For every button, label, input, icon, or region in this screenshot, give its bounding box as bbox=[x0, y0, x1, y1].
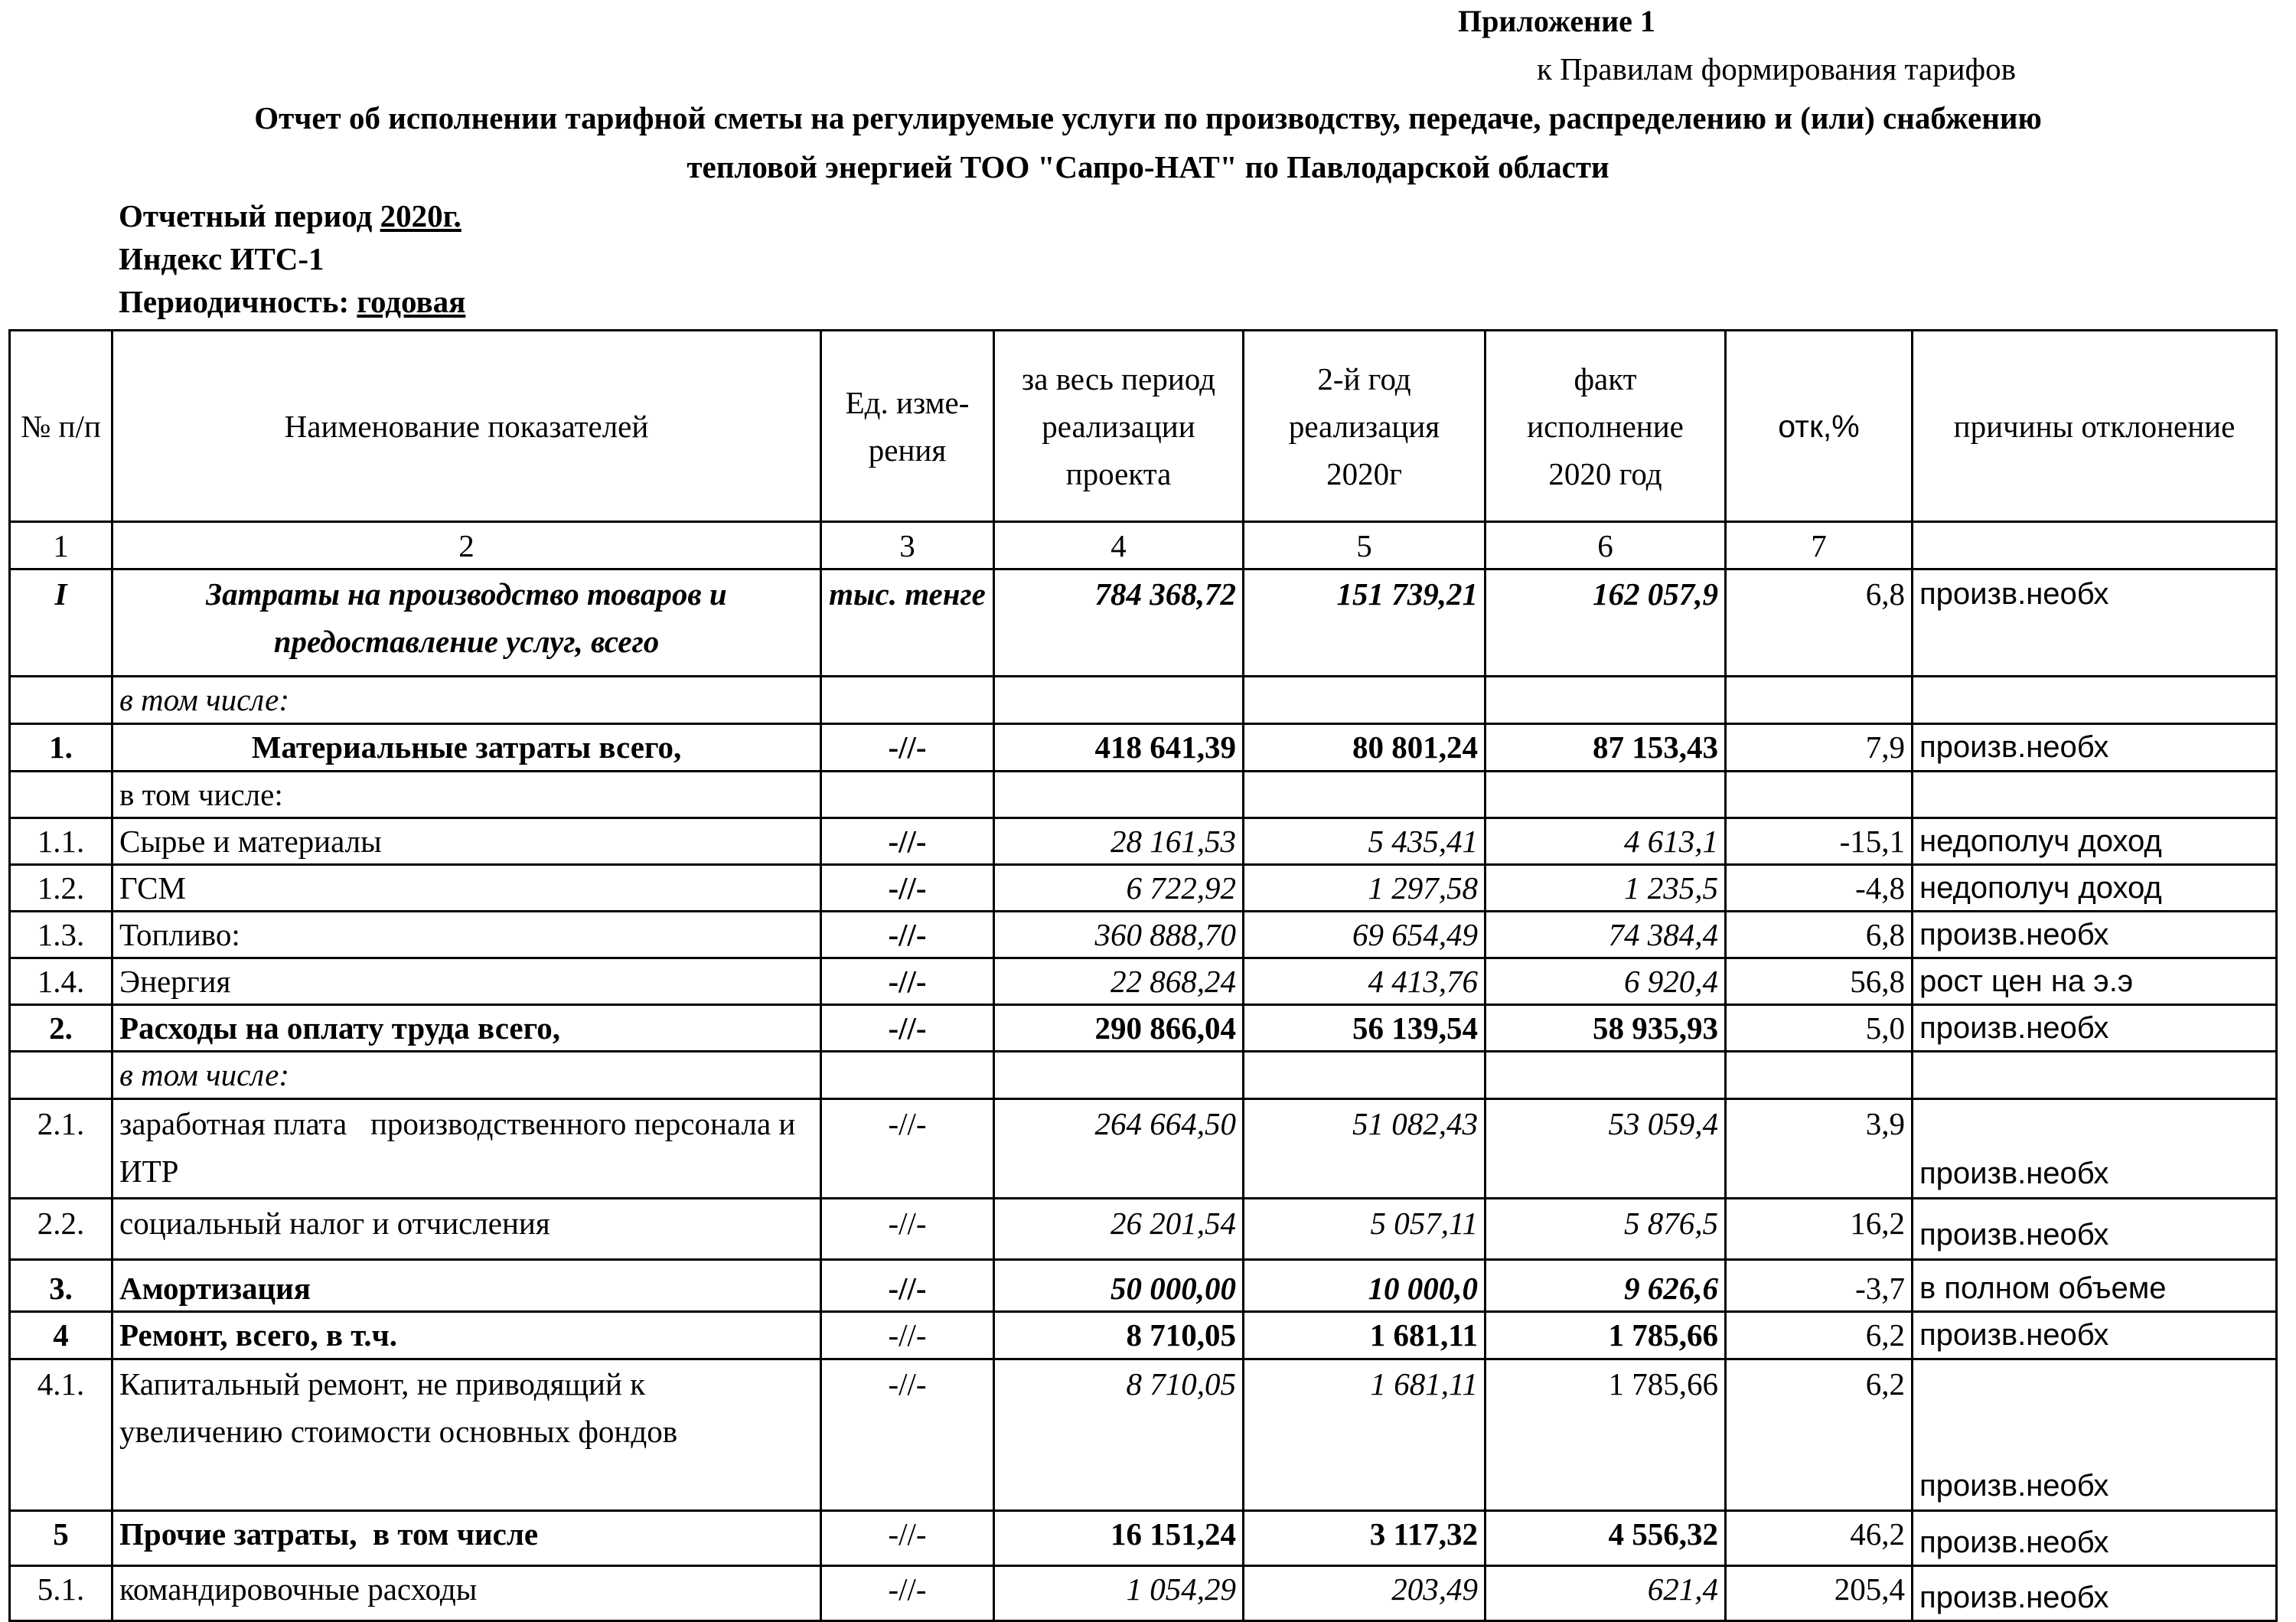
rules-reference: к Правилам формирования тарифов bbox=[1537, 51, 2016, 86]
row-unit: -//- bbox=[821, 912, 994, 958]
table-row bbox=[10, 1511, 2277, 1566]
row-fact: 58 935,93 bbox=[1486, 1005, 1726, 1052]
row-total: 418 641,39 bbox=[994, 724, 1244, 772]
row-reason bbox=[1913, 677, 2277, 724]
col-header-fact: факт исполнение 2020 год bbox=[1486, 331, 1726, 522]
row-total: 22 868,24 bbox=[994, 958, 1244, 1005]
row-deviation: -4,8 bbox=[1726, 865, 1913, 912]
table-header-row bbox=[10, 331, 2277, 522]
row-deviation: 6,2 bbox=[1726, 1312, 1913, 1359]
row-name: Энергия bbox=[113, 958, 821, 1005]
row-fact: 53 059,4 bbox=[1486, 1099, 1726, 1199]
row-deviation: 6,8 bbox=[1726, 912, 1913, 958]
row-name: Материальные затраты всего, bbox=[113, 724, 821, 772]
col-number bbox=[1913, 522, 2277, 569]
table-row bbox=[10, 1260, 2277, 1312]
row-reason: недополуч доход bbox=[1913, 865, 2277, 912]
row-unit bbox=[821, 677, 994, 724]
row-num: 4.1. bbox=[10, 1359, 113, 1511]
row-num: 1.2. bbox=[10, 865, 113, 912]
row-fact: 1 785,66 bbox=[1486, 1359, 1726, 1511]
row-fact: 6 920,4 bbox=[1486, 958, 1726, 1005]
row-total: 1 054,29 bbox=[994, 1566, 1244, 1621]
row-deviation: 5,0 bbox=[1726, 1005, 1913, 1052]
period-label: Отчетный период bbox=[119, 198, 380, 233]
row-reason: произв.необх bbox=[1913, 724, 2277, 772]
table-row bbox=[10, 724, 2277, 772]
col-header-reason: причины отклонение bbox=[1913, 331, 2277, 522]
row-year2: 5 435,41 bbox=[1244, 818, 1486, 865]
row-name: Затраты на производство товаров и предоставление услуг, всего bbox=[113, 569, 821, 677]
row-year2 bbox=[1244, 1052, 1486, 1099]
row-num bbox=[10, 1052, 113, 1099]
row-num: 2. bbox=[10, 1005, 113, 1052]
row-unit: -//- bbox=[821, 1511, 994, 1566]
report-title-line-1: Отчет об исполнении тарифной сметы на регулируемые услуги по производству, передаче, распределению и (или) снабжению bbox=[254, 100, 2042, 135]
row-name: в том числе: bbox=[113, 772, 821, 818]
table-row bbox=[10, 1359, 2277, 1511]
col-header-year2: 2-й год реализация 2020г bbox=[1244, 331, 1486, 522]
periodicity bbox=[119, 283, 465, 320]
table-row bbox=[10, 1199, 2277, 1260]
table-row bbox=[10, 1099, 2277, 1199]
row-fact bbox=[1486, 772, 1726, 818]
row-num: 1.1. bbox=[10, 818, 113, 865]
row-unit: -//- bbox=[821, 1099, 994, 1199]
row-total: 26 201,54 bbox=[994, 1199, 1244, 1260]
row-name: Амортизация bbox=[113, 1260, 821, 1312]
row-total: 6 722,92 bbox=[994, 865, 1244, 912]
row-reason: произв.необх bbox=[1913, 1359, 2277, 1511]
row-reason: произв.необх bbox=[1913, 1511, 2277, 1566]
table-row bbox=[10, 958, 2277, 1005]
table-row bbox=[10, 865, 2277, 912]
row-year2: 1 297,58 bbox=[1244, 865, 1486, 912]
row-unit bbox=[821, 772, 994, 818]
row-num bbox=[10, 677, 113, 724]
row-year2: 10 000,0 bbox=[1244, 1260, 1486, 1312]
row-year2: 51 082,43 bbox=[1244, 1099, 1486, 1199]
row-deviation: 46,2 bbox=[1726, 1511, 1913, 1566]
col-number: 3 bbox=[821, 522, 994, 569]
period-value: 2020г. bbox=[380, 198, 461, 233]
row-reason bbox=[1913, 1052, 2277, 1099]
row-fact: 1 235,5 bbox=[1486, 865, 1726, 912]
col-number: 2 bbox=[113, 522, 821, 569]
row-fact: 162 057,9 bbox=[1486, 569, 1726, 677]
row-reason: произв.необх bbox=[1913, 912, 2277, 958]
row-total bbox=[994, 677, 1244, 724]
row-unit: -//- bbox=[821, 1566, 994, 1621]
row-total bbox=[994, 1052, 1244, 1099]
row-total: 50 000,00 bbox=[994, 1260, 1244, 1312]
row-reason: произв.необх bbox=[1913, 1099, 2277, 1199]
row-total: 264 664,50 bbox=[994, 1099, 1244, 1199]
row-year2: 56 139,54 bbox=[1244, 1005, 1486, 1052]
row-deviation: -3,7 bbox=[1726, 1260, 1913, 1312]
row-year2: 1 681,11 bbox=[1244, 1312, 1486, 1359]
row-fact bbox=[1486, 1052, 1726, 1099]
table-row bbox=[10, 1052, 2277, 1099]
col-number: 5 bbox=[1244, 522, 1486, 569]
row-num: 1.3. bbox=[10, 912, 113, 958]
row-unit: -//- bbox=[821, 1260, 994, 1312]
row-name: ГСМ bbox=[113, 865, 821, 912]
periodicity-label: Периодичность: bbox=[119, 284, 357, 319]
row-total: 290 866,04 bbox=[994, 1005, 1244, 1052]
row-deviation: 6,2 bbox=[1726, 1359, 1913, 1511]
row-unit bbox=[821, 1052, 994, 1099]
row-total: 8 710,05 bbox=[994, 1312, 1244, 1359]
row-name: командировочные расходы bbox=[113, 1566, 821, 1621]
row-fact bbox=[1486, 677, 1726, 724]
row-year2: 203,49 bbox=[1244, 1566, 1486, 1621]
row-unit: -//- bbox=[821, 958, 994, 1005]
row-num: 3. bbox=[10, 1260, 113, 1312]
row-fact: 74 384,4 bbox=[1486, 912, 1726, 958]
row-deviation: -15,1 bbox=[1726, 818, 1913, 865]
row-name: Сырье и материалы bbox=[113, 818, 821, 865]
row-deviation: 7,9 bbox=[1726, 724, 1913, 772]
row-num: 1. bbox=[10, 724, 113, 772]
row-year2: 1 681,11 bbox=[1244, 1359, 1486, 1511]
periodicity-value: годовая bbox=[357, 284, 466, 319]
row-unit: -//- bbox=[821, 1312, 994, 1359]
form-index: Индекс ИТС-1 bbox=[119, 241, 325, 276]
row-fact: 5 876,5 bbox=[1486, 1199, 1726, 1260]
row-reason: рост цен на э.э bbox=[1913, 958, 2277, 1005]
row-total: 360 888,70 bbox=[994, 912, 1244, 958]
row-unit: -//- bbox=[821, 1005, 994, 1052]
row-num: I bbox=[10, 569, 113, 677]
row-fact: 621,4 bbox=[1486, 1566, 1726, 1621]
annex-label: Приложение 1 bbox=[1458, 4, 1655, 38]
row-year2: 3 117,32 bbox=[1244, 1511, 1486, 1566]
table-row bbox=[10, 569, 2277, 677]
row-year2 bbox=[1244, 677, 1486, 724]
row-name: Расходы на оплату труда всего, bbox=[113, 1005, 821, 1052]
col-header-unit: Ед. изме-рения bbox=[821, 331, 994, 522]
row-total: 28 161,53 bbox=[994, 818, 1244, 865]
row-num: 2.1. bbox=[10, 1099, 113, 1199]
row-deviation: 3,9 bbox=[1726, 1099, 1913, 1199]
row-reason: произв.необх bbox=[1913, 1566, 2277, 1621]
tariff-report-table bbox=[8, 329, 2278, 1622]
row-num: 2.2. bbox=[10, 1199, 113, 1260]
row-num bbox=[10, 772, 113, 818]
row-year2: 5 057,11 bbox=[1244, 1199, 1486, 1260]
row-reason bbox=[1913, 772, 2277, 818]
row-year2: 4 413,76 bbox=[1244, 958, 1486, 1005]
col-number: 4 bbox=[994, 522, 1244, 569]
row-deviation: 6,8 bbox=[1726, 569, 1913, 677]
row-num: 5.1. bbox=[10, 1566, 113, 1621]
row-total: 784 368,72 bbox=[994, 569, 1244, 677]
row-num: 5 bbox=[10, 1511, 113, 1566]
row-name: в том числе: bbox=[113, 677, 821, 724]
table-row bbox=[10, 912, 2277, 958]
row-year2: 80 801,24 bbox=[1244, 724, 1486, 772]
col-header-total: за весь период реализации проекта bbox=[994, 331, 1244, 522]
row-year2: 151 739,21 bbox=[1244, 569, 1486, 677]
table-row bbox=[10, 772, 2277, 818]
row-reason: произв.необх bbox=[1913, 1199, 2277, 1260]
col-header-name: Наименование показателей bbox=[113, 331, 821, 522]
row-unit: -//- bbox=[821, 865, 994, 912]
table-row bbox=[10, 1312, 2277, 1359]
col-header-deviation: отк,% bbox=[1726, 331, 1913, 522]
column-number-row bbox=[10, 522, 2277, 569]
row-fact: 4 556,32 bbox=[1486, 1511, 1726, 1566]
row-fact: 4 613,1 bbox=[1486, 818, 1726, 865]
row-unit: тыс. тенге bbox=[821, 569, 994, 677]
row-total: 16 151,24 bbox=[994, 1511, 1244, 1566]
row-num: 4 bbox=[10, 1312, 113, 1359]
row-unit: -//- bbox=[821, 1359, 994, 1511]
row-deviation: 205,4 bbox=[1726, 1566, 1913, 1621]
row-name: заработная плата производственного персонала и ИТР bbox=[113, 1099, 821, 1199]
table-row bbox=[10, 818, 2277, 865]
col-number: 7 bbox=[1726, 522, 1913, 569]
row-fact: 9 626,6 bbox=[1486, 1260, 1726, 1312]
row-reason: недополуч доход bbox=[1913, 818, 2277, 865]
row-total: 8 710,05 bbox=[994, 1359, 1244, 1511]
row-num: 1.4. bbox=[10, 958, 113, 1005]
row-deviation bbox=[1726, 1052, 1913, 1099]
col-number: 1 bbox=[10, 522, 113, 569]
row-unit: -//- bbox=[821, 724, 994, 772]
table-row bbox=[10, 677, 2277, 724]
reporting-period bbox=[119, 197, 461, 234]
row-reason: произв.необх bbox=[1913, 569, 2277, 677]
row-name: Ремонт, всего, в т.ч. bbox=[113, 1312, 821, 1359]
row-reason: произв.необх bbox=[1913, 1005, 2277, 1052]
row-name: социальный налог и отчисления bbox=[113, 1199, 821, 1260]
row-unit: -//- bbox=[821, 1199, 994, 1260]
col-number: 6 bbox=[1486, 522, 1726, 569]
row-name: в том числе: bbox=[113, 1052, 821, 1099]
row-year2 bbox=[1244, 772, 1486, 818]
row-total bbox=[994, 772, 1244, 818]
row-reason: в полном объеме bbox=[1913, 1260, 2277, 1312]
row-name: Прочие затраты, в том числе bbox=[113, 1511, 821, 1566]
row-deviation: 56,8 bbox=[1726, 958, 1913, 1005]
row-deviation bbox=[1726, 677, 1913, 724]
row-fact: 1 785,66 bbox=[1486, 1312, 1726, 1359]
row-name: Топливо: bbox=[113, 912, 821, 958]
row-year2: 69 654,49 bbox=[1244, 912, 1486, 958]
report-title-line-2: тепловой энергией ТОО "Сапро-НАТ" по Павлодарской области bbox=[687, 149, 1609, 184]
row-fact: 87 153,43 bbox=[1486, 724, 1726, 772]
row-unit: -//- bbox=[821, 818, 994, 865]
row-reason: произв.необх bbox=[1913, 1312, 2277, 1359]
row-deviation bbox=[1726, 772, 1913, 818]
row-deviation: 16,2 bbox=[1726, 1199, 1913, 1260]
col-header-num: № п/п bbox=[10, 331, 113, 522]
table-row bbox=[10, 1005, 2277, 1052]
table-row bbox=[10, 1566, 2277, 1621]
row-name: Капитальный ремонт, не приводящий к увеличению стоимости основных фондов bbox=[113, 1359, 821, 1511]
